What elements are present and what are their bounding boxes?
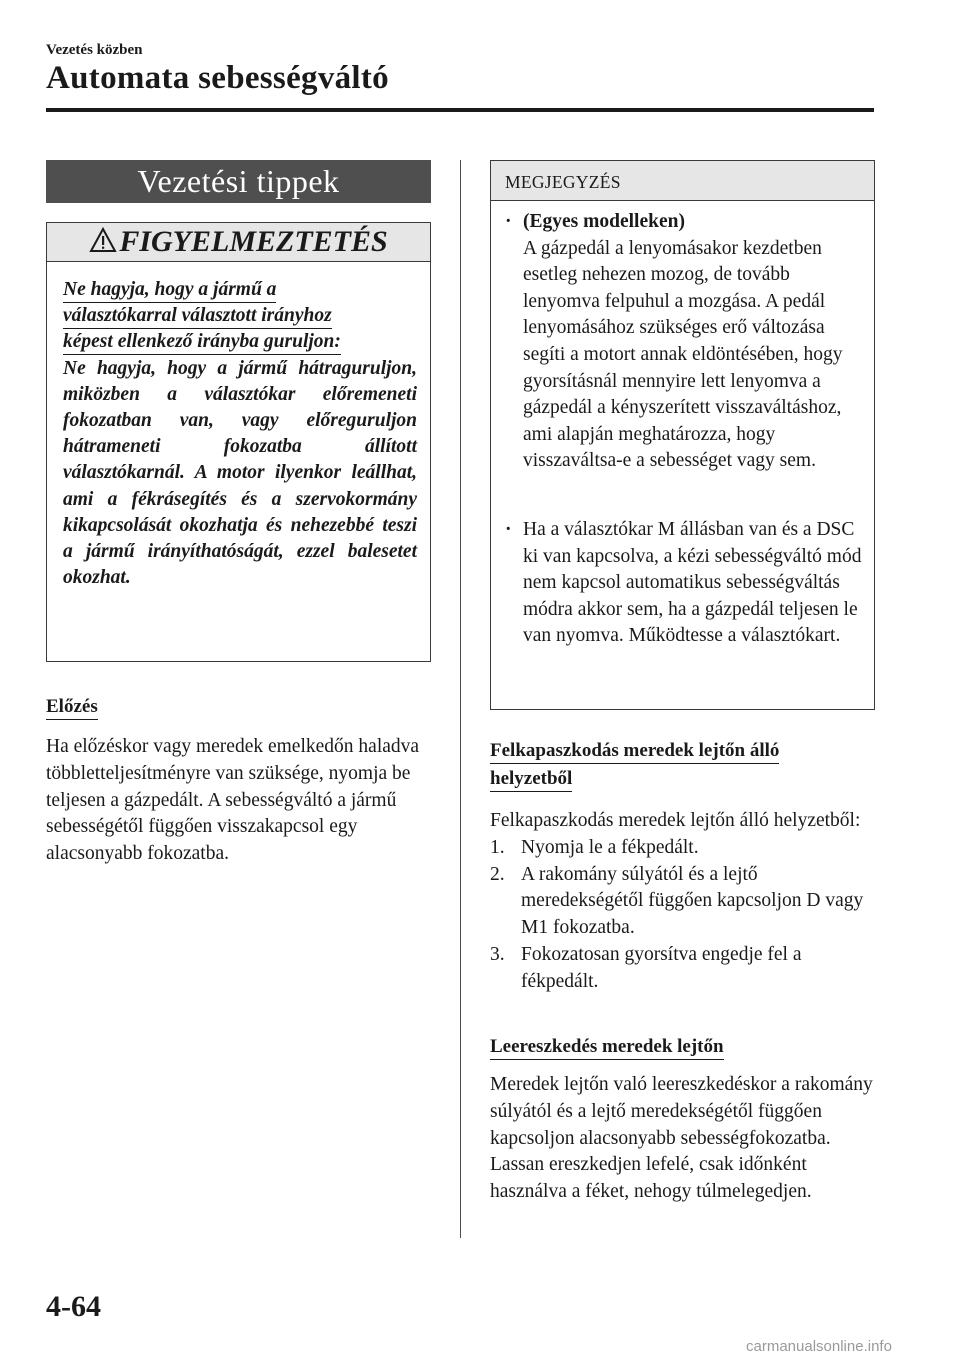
step-number: 2.	[490, 863, 505, 885]
descent-heading-wrap	[490, 1036, 724, 1060]
overtaking-text: Ha előzéskor vagy meredek emelkedőn haladva többletteljesítményre van szüksége, nyomja be teljesen a gázpedált. A sebességváltó a jármű sebességétől függően visszakapcsol egy alacsonyabb fokozatba.	[46, 736, 420, 865]
hill-start-intro: Felkapaszkodás meredek lejtőn álló helyzetből:	[490, 810, 861, 831]
note-item-text: Ha a választókar M állásban van és a DSC ki van kapcsolva, a kézi sebességváltó mód nem kapcsol automatikus sebességváltás módra akkor sem, ha a gázpedál teljesen le van nyomva. Működtesse a választókart.	[523, 519, 862, 647]
warning-text: Ne hagyja, hogy a jármű hátraguruljon, miközben a választókar előremeneti fokozatban van, vagy előreguruljon hátrameneti fokozatba állított választókarnál. A motor ilyenkor leállhat, ami a fékrásegítés és a szervokormány kikapcsolását okozhatja és nehezebbé teszi a jármű irányíthatóságát, ezzel balesetet okozhat.	[63, 357, 417, 589]
overtaking-heading: Előzés	[46, 696, 98, 720]
title-rule	[46, 108, 874, 112]
hill-start-section	[490, 808, 874, 996]
tips-section-header: Vezetési tippek	[46, 160, 431, 203]
step-text: A rakomány súlyától és a lejtő meredekségétől függően kapcsoljon D vagy M1 fokozatba.	[521, 863, 864, 939]
column-divider	[460, 160, 461, 1238]
warning-lead-line: választókarral választott irányhoz	[63, 304, 332, 329]
note-box	[490, 160, 875, 710]
warning-triangle-icon	[89, 225, 117, 263]
watermark: carmanualsonline.info	[746, 1338, 892, 1355]
page-number: 4-64	[46, 1290, 101, 1323]
note-item	[505, 517, 863, 650]
note-item	[505, 209, 863, 475]
descent-text: Meredek lejtőn való leereszkedéskor a rakomány súlyától és a lejtő meredekségétől függően kapcsoljon alacsonyabb sebességfokozatba. Lassan ereszkedjen lefelé, csak időnként használva a féket, nehogy túlmelegedjen.	[490, 1074, 873, 1203]
warning-body	[63, 277, 417, 591]
note-item-text: A gázpedál a lenyomásakor kezdetben esetleg nehezen mozog, de tovább lenyomva felpuhul a mozgása. A pedál lenyomásához szükséges erő változása segíti a motort annak eldöntésében, hogy gyorsításnál mennyire lett lenyomva a gázpedál a kényszerített visszaváltáshoz, ami alapján meghatározza, hogy visszaváltsa-e a sebességet vagy sem.	[523, 237, 843, 472]
bullet-icon: ·	[505, 519, 512, 540]
warning-lead-line: Ne hagyja, hogy a jármű a	[63, 278, 276, 303]
overtaking-heading-wrap	[46, 696, 98, 720]
step-text: Nyomja le a fékpedált.	[521, 836, 699, 858]
step-item	[490, 862, 874, 942]
section-label: Vezetés közben	[46, 42, 143, 58]
step-text: Fokozatosan gyorsítva engedje fel a fékpedált.	[521, 943, 802, 992]
descent-heading: Leereszkedés meredek lejtőn	[490, 1036, 724, 1060]
warning-box	[46, 222, 431, 662]
step-item	[490, 835, 874, 862]
hill-start-steps	[490, 835, 874, 996]
note-item-lead: (Egyes modelleken)	[523, 211, 685, 232]
warning-lead-line: képest ellenkező irányba guruljon:	[63, 330, 341, 355]
hill-start-heading	[490, 740, 876, 792]
hill-start-heading-line1: Felkapaszkodás meredek lejtőn álló	[490, 740, 779, 764]
step-number: 3.	[490, 943, 505, 965]
step-number: 1.	[490, 836, 505, 858]
bullet-icon: ·	[505, 211, 512, 232]
page-title: Automata sebességváltó	[46, 60, 389, 96]
step-item	[490, 942, 874, 996]
warning-header	[47, 223, 430, 262]
note-header: MEGJEGYZÉS	[491, 161, 874, 201]
warning-title: FIGYELMEZTETÉS	[119, 225, 388, 258]
hill-start-heading-line2: helyzetből	[490, 768, 572, 792]
